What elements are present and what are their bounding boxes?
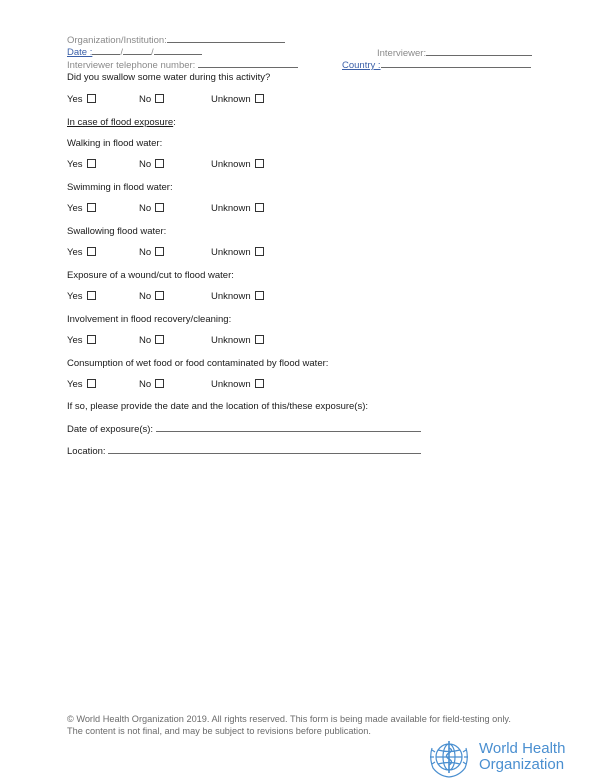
who-logo (427, 738, 577, 778)
option-unknown[interactable]: Unknown (211, 203, 264, 214)
checkbox[interactable] (255, 94, 264, 103)
who-logo-text: World Health Organization (479, 740, 566, 773)
date-day-field[interactable] (92, 45, 120, 55)
flood-options (67, 379, 297, 391)
date-label: Date : (67, 47, 93, 58)
organization-label: Organization/Institution: (67, 35, 167, 46)
country-row (342, 58, 531, 71)
copyright-text: © World Health Organization 2019. All rights reserved. This form is being made available for field-testing only. (67, 714, 511, 724)
option-yes[interactable]: Yes (67, 94, 96, 105)
checkbox[interactable] (155, 247, 164, 256)
exposure-date-field[interactable] (156, 422, 421, 432)
exposure-prompt: If so, please provide the date and the location of this/these exposure(s): (67, 401, 369, 412)
flood-options (67, 247, 297, 259)
checkbox[interactable] (255, 159, 264, 168)
flood-question: Consumption of wet food or food contaminated by flood water: (67, 358, 329, 369)
flood-question: Walking in flood water: (67, 138, 163, 149)
checkbox[interactable] (155, 335, 164, 344)
option-no[interactable]: No (139, 379, 164, 390)
who-emblem-icon (427, 738, 473, 780)
checkbox[interactable] (155, 203, 164, 212)
date-separator: / (151, 47, 154, 58)
interviewer-field[interactable] (426, 46, 532, 56)
checkbox[interactable] (155, 159, 164, 168)
country-field[interactable] (381, 58, 531, 68)
country-label: Country : (342, 60, 381, 71)
location-row (67, 444, 421, 457)
checkbox[interactable] (155, 379, 164, 388)
checkbox[interactable] (87, 291, 96, 300)
option-yes[interactable]: Yes (67, 335, 96, 346)
option-yes[interactable]: Yes (67, 247, 96, 258)
date-separator: / (120, 47, 123, 58)
date-row (67, 45, 202, 58)
checkbox[interactable] (87, 335, 96, 344)
flood-question: Swallowing flood water: (67, 226, 167, 237)
flood-options (67, 203, 297, 215)
flood-question: Involvement in flood recovery/cleaning: (67, 314, 232, 325)
option-no[interactable]: No (139, 94, 164, 105)
option-no[interactable]: No (139, 291, 164, 302)
checkbox[interactable] (155, 94, 164, 103)
checkbox[interactable] (87, 379, 96, 388)
exposure-date-row (67, 422, 421, 435)
organization-field[interactable] (167, 33, 285, 43)
checkbox[interactable] (255, 335, 264, 344)
swallow-options (67, 94, 297, 106)
option-unknown[interactable]: Unknown (211, 94, 264, 105)
disclaimer-text: The content is not final, and may be subject to revisions before publication. (67, 726, 371, 736)
checkbox[interactable] (87, 94, 96, 103)
option-yes[interactable]: Yes (67, 159, 96, 170)
footer (67, 713, 547, 737)
option-no[interactable]: No (139, 159, 164, 170)
checkbox[interactable] (255, 203, 264, 212)
checkbox[interactable] (87, 159, 96, 168)
flood-options (67, 291, 297, 303)
exposure-date-label: Date of exposure(s): (67, 424, 154, 435)
option-no[interactable]: No (139, 247, 164, 258)
option-unknown[interactable]: Unknown (211, 379, 264, 390)
checkbox[interactable] (87, 203, 96, 212)
checkbox[interactable] (255, 247, 264, 256)
flood-options (67, 335, 297, 347)
telephone-label: Interviewer telephone number: (67, 60, 196, 71)
option-yes[interactable]: Yes (67, 291, 96, 302)
checkbox[interactable] (255, 379, 264, 388)
option-yes[interactable]: Yes (67, 203, 96, 214)
option-no[interactable]: No (139, 335, 164, 346)
location-field[interactable] (108, 444, 421, 454)
flood-heading: In case of flood exposure: (67, 117, 176, 128)
option-unknown[interactable]: Unknown (211, 335, 264, 346)
option-unknown[interactable]: Unknown (211, 291, 264, 302)
swallow-question: Did you swallow some water during this activity? (67, 72, 271, 83)
flood-options (67, 159, 297, 171)
telephone-field[interactable] (198, 58, 298, 68)
flood-question: Exposure of a wound/cut to flood water: (67, 270, 234, 281)
location-label: Location: (67, 446, 106, 457)
telephone-row (67, 58, 298, 71)
option-yes[interactable]: Yes (67, 379, 96, 390)
checkbox[interactable] (87, 247, 96, 256)
flood-question: Swimming in flood water: (67, 182, 173, 193)
option-no[interactable]: No (139, 203, 164, 214)
date-year-field[interactable] (154, 45, 202, 55)
date-month-field[interactable] (123, 45, 151, 55)
checkbox[interactable] (155, 291, 164, 300)
option-unknown[interactable]: Unknown (211, 159, 264, 170)
checkbox[interactable] (255, 291, 264, 300)
interviewer-label: Interviewer: (377, 48, 427, 59)
option-unknown[interactable]: Unknown (211, 247, 264, 258)
